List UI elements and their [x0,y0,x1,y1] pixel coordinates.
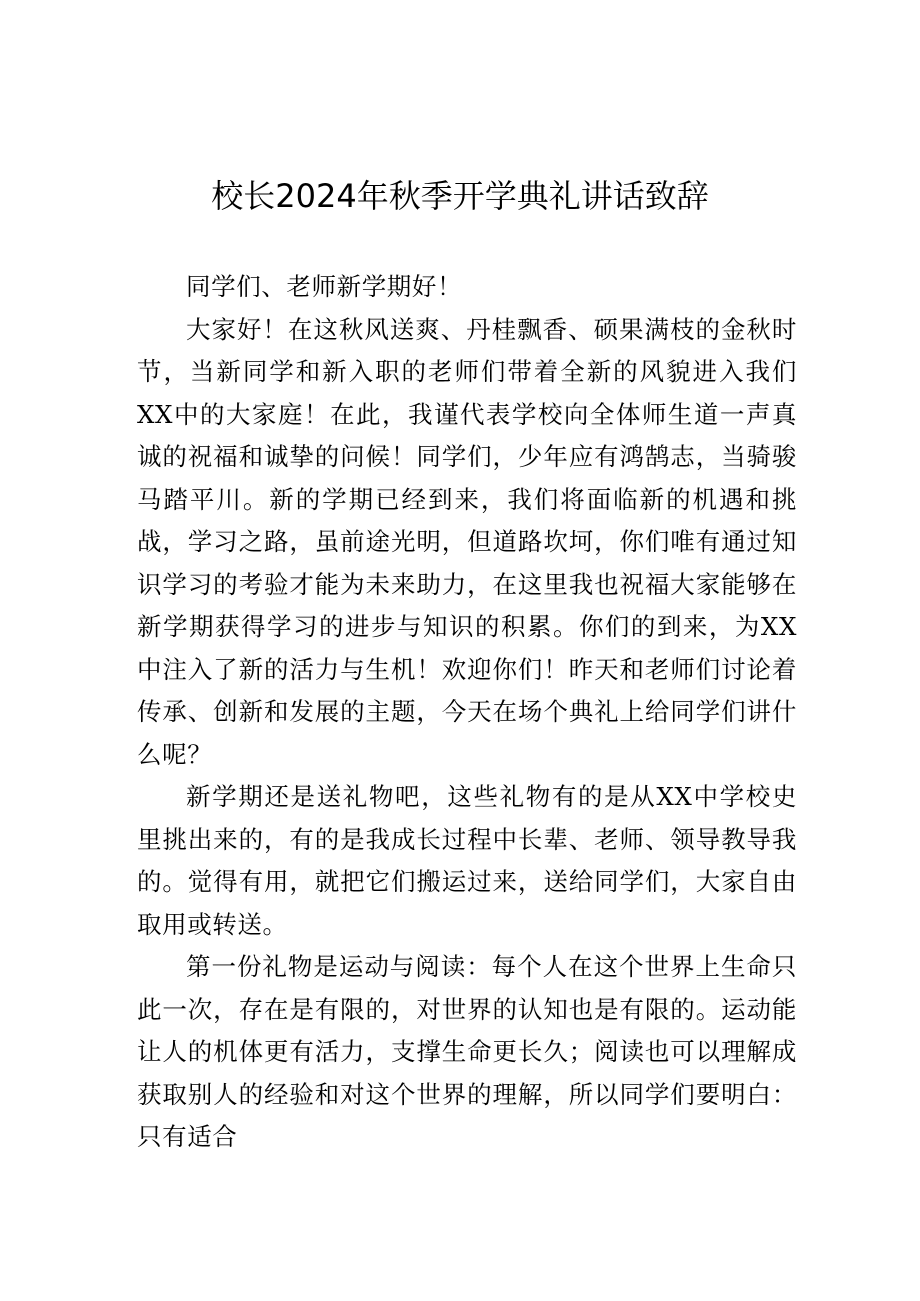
document-body [137,266,797,1159]
paragraph-first-gift: 第一份礼物是运动与阅读：每个人在这个世界上生命只此一次，存在是有限的，对世界的认知也是有限的。运动能让人的机体更有活力，支撑生命更长久；阅读也可以理解成获取别人的经验和对这个世界的理解，所以同学们要明白：只有适合 [137,952,797,1151]
paragraph-gifts-intro: 新学期还是送礼物吧，这些礼物有的是从XX中学校史里挑出来的，有的是我成长过程中长辈、老师、领导教导我的。觉得有用，就把它们搬运过来，送给同学们，大家自由取用或转送。 [137,782,797,939]
paragraph-greeting: 同学们、老师新学期好！ [186,272,463,301]
document-title: 校长2024年秋季开学典礼讲话致辞 [211,177,709,215]
paragraph-welcome: 大家好！在这秋风送爽、丹桂飘香、硕果满枝的金秋时节，当新同学和新入职的老师们带着全新的风貌进入我们XX中的大家庭！在此，我谨代表学校向全体师生道一声真诚的祝福和诚挚的问候！同学们，少年应有鸿鹄志，当骑骏马踏平川。新的学期已经到来，我们将面临新的机遇和挑战，学习之路，虽前途光明，但道路坎坷，你们唯有通过知识学习的考验才能为未来助力，在这里我也祝福大家能够在新学期获得学习的进步与知识的积累。你们的到来，为XX中注入了新的活力与生机！欢迎你们！昨天和老师们讨论着传承、创新和发展的主题，今天在场个典礼上给同学们讲什么呢？ [137,314,797,769]
